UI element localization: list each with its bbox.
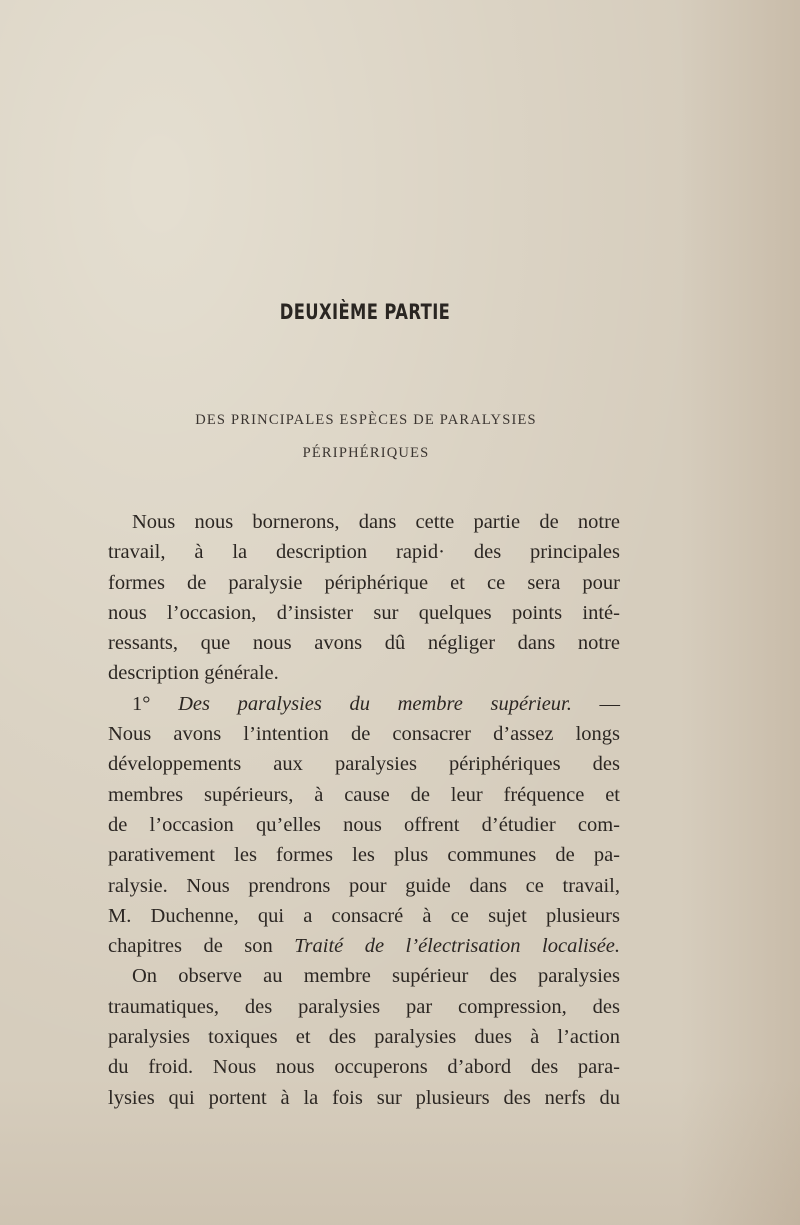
body-text <box>108 507 620 1113</box>
section-number: 1° <box>132 692 151 715</box>
text-line: traumatiques, des paralysies par compression, des <box>108 995 620 1018</box>
section-heading-line <box>108 689 620 719</box>
text-line: ralysie. Nous prendrons pour guide dans ce travail, <box>108 874 620 897</box>
part-title: DEUXIÈME PARTIE <box>279 300 451 324</box>
text-line: M. Duchenne, qui a consacré à ce sujet plusieurs <box>108 904 620 927</box>
paragraph-2 <box>108 689 620 962</box>
text-line-with-title <box>108 931 620 961</box>
section-title-line-2: PÉRIPHÉRIQUES <box>302 445 430 461</box>
text-line: description générale. <box>108 662 279 685</box>
text-line: développements aux paralysies périphériques des <box>108 753 620 776</box>
text-fragment: chapitres de son <box>108 935 273 958</box>
text-line: paralysies toxiques et des paralysies dues à l’action <box>108 1026 620 1049</box>
text-line: ressants, que nous avons dû négliger dans notre <box>108 632 620 655</box>
paragraph-1 <box>108 507 620 689</box>
heading-dash: — <box>599 692 621 715</box>
book-title: Traité de l’électrisation localisée. <box>294 935 621 958</box>
text-line: On observe au membre supérieur des paralysies <box>132 965 620 988</box>
text-line: parativement les formes les plus communes de pa- <box>108 844 620 867</box>
section-heading: Des paralysies du membre supérieur. <box>178 692 572 715</box>
section-title-line-1: DES PRINCIPALES ESPÈCES DE PARALYSIES <box>195 412 537 428</box>
text-line: nous l’occasion, d’insister sur quelques points inté- <box>108 601 620 624</box>
text-line: travail, à la description rapid· des principales <box>108 541 620 564</box>
text-line: lysies qui portent à la fois sur plusieurs des nerfs du <box>108 1086 620 1109</box>
text-line: Nous avons l’intention de consacrer d’assez longs <box>108 723 620 746</box>
section-title <box>108 404 624 470</box>
paragraph-3 <box>108 961 620 1112</box>
text-line: du froid. Nous nous occuperons d’abord des para- <box>108 1056 620 1079</box>
text-line: Nous nous bornerons, dans cette partie de notre <box>132 511 620 533</box>
text-line: formes de paralysie périphérique et ce sera pour <box>108 571 620 594</box>
text-line: de l’occasion qu’elles nous offrent d’étudier com- <box>108 813 620 836</box>
text-line: membres supérieurs, à cause de leur fréquence et <box>108 783 620 806</box>
